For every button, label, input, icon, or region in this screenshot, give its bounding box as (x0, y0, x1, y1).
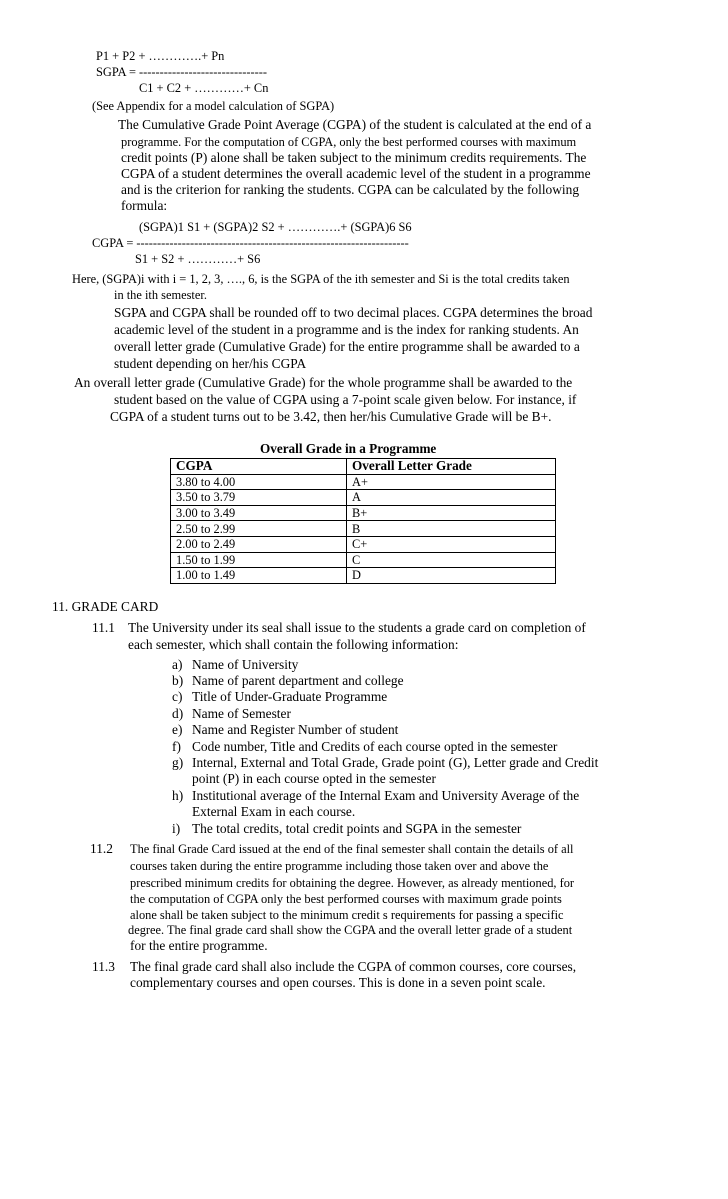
cgpa-intro-line: and is the criterion for ranking the students. CGPA can be calculated by the following (121, 182, 580, 197)
paragraph-line: for the entire programme. (130, 938, 268, 953)
list-item: Name of University (192, 657, 299, 672)
list-item-label: g) (172, 755, 184, 770)
cgpa-formula-denominator: S1 + S2 + …………+ S6 (135, 252, 261, 266)
cgpa-intro-line: CGPA of a student determines the overall academic level of the student in a programme (121, 166, 591, 181)
table-row (171, 474, 556, 490)
rounding-para-line: student depending on her/his CGPA (114, 356, 307, 371)
letter-grade-cell: C+ (347, 536, 556, 552)
letter-grade-cell: B (347, 521, 556, 537)
list-item-label: a) (172, 657, 183, 672)
cgpa-range-cell: 2.50 to 2.99 (171, 521, 347, 537)
appendix-note: (See Appendix for a model calculation of SGPA) (92, 99, 335, 113)
sgpa-formula-denominator: C1 + C2 + …………+ Cn (139, 81, 269, 95)
overall-para-line: CGPA of a student turns out to be 3.42, then her/his Cumulative Grade will be B+. (110, 409, 552, 424)
section-heading: 11. GRADE CARD (52, 599, 159, 614)
list-item-label: b) (172, 673, 184, 688)
list-item-label: d) (172, 706, 184, 721)
cgpa-intro-line: programme. For the computation of CGPA, only the best performed courses with maximum (121, 135, 577, 149)
overall-para-line: An overall letter grade (Cumulative Grade) for the whole programme shall be awarded to the (74, 375, 573, 390)
cgpa-range-cell: 3.00 to 3.49 (171, 505, 347, 521)
list-item-continuation: External Exam in each course. (192, 804, 356, 819)
grade-table-title: Overall Grade in a Programme (260, 441, 437, 456)
paragraph-line: complementary courses and open courses. This is done in a seven point scale. (130, 975, 546, 990)
table-row (171, 568, 556, 584)
cgpa-range-cell: 3.80 to 4.00 (171, 474, 347, 490)
paragraph-line: the computation of CGPA only the best performed courses with maximum grade points (130, 892, 562, 906)
list-item-label: i) (172, 821, 181, 836)
cgpa-range-cell: 2.00 to 2.49 (171, 536, 347, 552)
list-item: The total credits, total credit points and SGPA in the semester (192, 821, 522, 836)
letter-grade-cell: A (347, 490, 556, 506)
cgpa-intro-line: The Cumulative Grade Point Average (CGPA) of the student is calculated at the end of a (118, 117, 592, 132)
paragraph-line: each semester, which shall contain the following information: (128, 637, 459, 652)
paragraph-number: 11.3 (92, 959, 115, 974)
list-item: Name of parent department and college (192, 673, 404, 688)
here-note-line: Here, (SGPA)i with i = 1, 2, 3, …., 6, is the SGPA of the ith semester and Si is the total credits taken (72, 272, 570, 286)
rounding-para-line: overall letter grade (Cumulative Grade) for the entire programme shall be awarded to a (114, 339, 580, 354)
list-item: Internal, External and Total Grade, Grade point (G), Letter grade and Credit (192, 755, 599, 770)
table-row (171, 490, 556, 506)
list-item-label: f) (172, 739, 181, 754)
sgpa-formula-lhs: SGPA = ------------------------------- (96, 65, 267, 79)
list-item: Code number, Title and Credits of each course opted in the semester (192, 739, 558, 754)
list-item: Name and Register Number of student (192, 722, 399, 737)
grade-table (170, 458, 556, 584)
list-item: Title of Under-Graduate Programme (192, 689, 388, 704)
cgpa-intro-line: credit points (P) alone shall be taken subject to the minimum credits requirements. The (121, 150, 587, 165)
list-item-label: c) (172, 689, 183, 704)
list-item: Institutional average of the Internal Exam and University Average of the (192, 788, 580, 803)
paragraph-line: The final grade card shall also include the CGPA of common courses, core courses, (130, 959, 577, 974)
table-row (171, 552, 556, 568)
cgpa-formula-numerator: (SGPA)1 S1 + (SGPA)2 S2 + ………….+ (SGPA)6 S6 (139, 220, 412, 234)
paragraph-line: The University under its seal shall issue to the students a grade card on completion of (128, 620, 586, 635)
paragraph-line: The final Grade Card issued at the end of the final semester shall contain the details of all (130, 842, 574, 856)
letter-grade-cell: D (347, 568, 556, 584)
list-item-label: e) (172, 722, 183, 737)
rounding-para-line: SGPA and CGPA shall be rounded off to two decimal places. CGPA determines the broad (114, 305, 593, 320)
rounding-para-line: academic level of the student in a programme and is the index for ranking students. An (114, 322, 579, 337)
table-row (171, 505, 556, 521)
column-header-cgpa: CGPA (171, 459, 347, 475)
cgpa-range-cell: 3.50 to 3.79 (171, 490, 347, 506)
cgpa-intro-line: formula: (121, 198, 168, 213)
paragraph-line: degree. The final grade card shall show the CGPA and the overall letter grade of a student (128, 923, 573, 937)
paragraph-line: prescribed minimum credits for obtaining the degree. However, as already mentioned, for (130, 876, 575, 890)
paragraph-line: courses taken during the entire programme including those taken over and above the (130, 859, 549, 873)
letter-grade-cell: C (347, 552, 556, 568)
letter-grade-cell: B+ (347, 505, 556, 521)
paragraph-number: 11.2 (90, 841, 113, 856)
list-item: Name of Semester (192, 706, 291, 721)
table-header-row (171, 459, 556, 475)
overall-para-line: student based on the value of CGPA using a 7-point scale given below. For instance, if (114, 392, 577, 407)
cgpa-range-cell: 1.00 to 1.49 (171, 568, 347, 584)
sgpa-formula-numerator: P1 + P2 + ………….+ Pn (96, 49, 225, 63)
list-item-label: h) (172, 788, 184, 803)
list-item-continuation: point (P) in each course opted in the semester (192, 771, 436, 786)
paragraph-line: alone shall be taken subject to the minimum credit s requirements for passing a specific (130, 908, 564, 922)
paragraph-number: 11.1 (92, 620, 115, 635)
table-row (171, 536, 556, 552)
table-row (171, 521, 556, 537)
column-header-letter-grade: Overall Letter Grade (347, 459, 556, 475)
cgpa-formula-lhs: CGPA = ------------------------------------------------------------------ (92, 236, 409, 250)
here-note-line: in the ith semester. (114, 288, 207, 302)
letter-grade-cell: A+ (347, 474, 556, 490)
cgpa-range-cell: 1.50 to 1.99 (171, 552, 347, 568)
